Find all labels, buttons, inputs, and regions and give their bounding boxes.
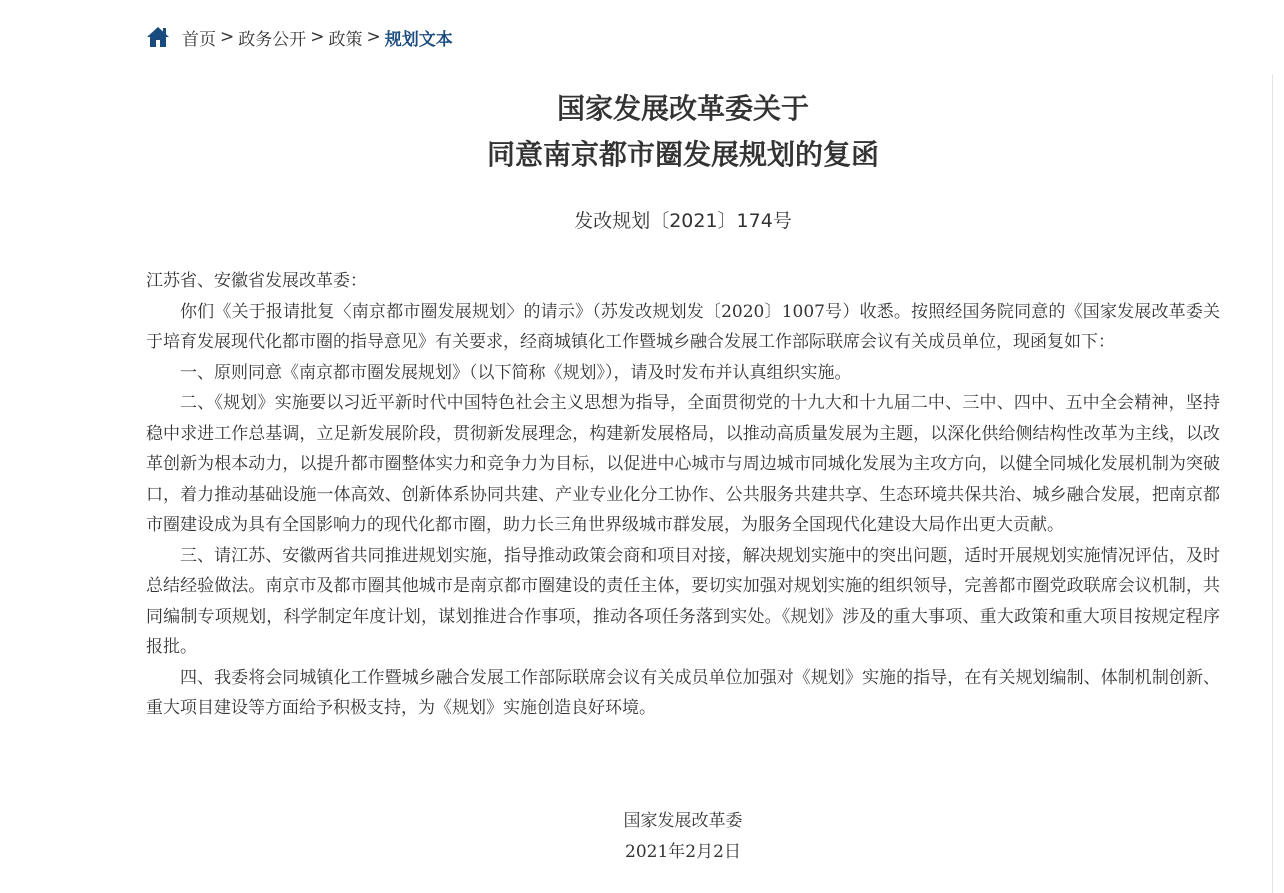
breadcrumb-link-gov-affairs[interactable]: 政务公开	[238, 29, 307, 50]
home-icon[interactable]	[146, 26, 170, 48]
paragraph-intro: 你们《关于报请批复〈南京都市圈发展规划〉的请示》（苏发改规划发〔2020〕1007号）收悉。按照经国务院同意的《国家发展改革委关于培育发展现代化都市圈的指导意见》有关要求，经商城镇化工作暨城乡融合发展工作部际联席会议有关成员单位，现函复如下：	[146, 301, 1220, 352]
signature-date: 2021年2月2日	[625, 842, 741, 862]
signature-block	[146, 806, 1220, 868]
breadcrumb-current: 规划文本	[384, 29, 453, 50]
breadcrumb	[146, 24, 453, 50]
salutation: 江苏省、安徽省发展改革委：	[146, 271, 367, 291]
page-title	[146, 86, 1220, 178]
paragraph-2: 二、《规划》实施要以习近平新时代中国特色社会主义思想为指导，全面贯彻党的十九大和十九届二中、三中、四中、五中全会精神，坚持稳中求进工作总基调，立足新发展阶段，贯彻新发展理念，构建新发展格局，以推动高质量发展为主题，以深化供给侧结构性改革为主线，以改革创新为根本动力，以提升都市圈整体实力和竞争力为目标，以促进中心城市与周边城市同城化发展为主攻方向，以健全同城化发展机制为突破口，着力推动基础设施一体高效、创新体系协同共建、产业专业化分工协作、公共服务共建共享、生态环境共保共治、城乡融合发展，把南京都市圈建设成为具有全国影响力的现代化都市圈，助力长三角世界级城市群发展，为服务全国现代化建设大局作出更大贡献。	[146, 393, 1220, 535]
paragraph-1: 一、原则同意《南京都市圈发展规划》（以下简称《规划》），请及时发布并认真组织实施。	[180, 362, 852, 383]
breadcrumb-separator: >	[366, 27, 381, 47]
title-line-2: 同意南京都市圈发展规划的复函	[486, 138, 879, 171]
title-line-1: 国家发展改革委关于	[556, 92, 809, 125]
paragraph-3: 三、请江苏、安徽两省共同推进规划实施，指导推动政策会商和项目对接，解决规划实施中的突出问题，适时开展规划实施情况评估，及时总结经验做法。南京市及都市圈其他城市是南京都市圈建设的责任主体，要切实加强对规划实施的组织领导，完善都市圈党政联席会议机制，共同编制专项规划，科学制定年度计划，谋划推进合作事项，推动各项任务落到实处。《规划》涉及的重大事项、重大政策和重大项目按规定程序报批。	[146, 545, 1220, 657]
breadcrumb-link-policy[interactable]: 政策	[328, 29, 363, 50]
article-body	[146, 266, 1220, 724]
breadcrumb-link-home[interactable]: 首页	[182, 29, 216, 50]
breadcrumb-separator: >	[310, 27, 325, 47]
document-number: 发改规划〔2021〕174号	[574, 210, 792, 232]
paragraph-4: 四、我委将会同城镇化工作暨城乡融合发展工作部际联席会议有关成员单位加强对《规划》实施的指导，在有关规划编制、体制机制创新、重大项目建设等方面给予积极支持，为《规划》实施创造良好环境。	[146, 667, 1220, 718]
right-panel-edge	[1272, 74, 1284, 893]
signature-org: 国家发展改革委	[623, 811, 743, 831]
breadcrumb-separator: >	[220, 27, 235, 47]
